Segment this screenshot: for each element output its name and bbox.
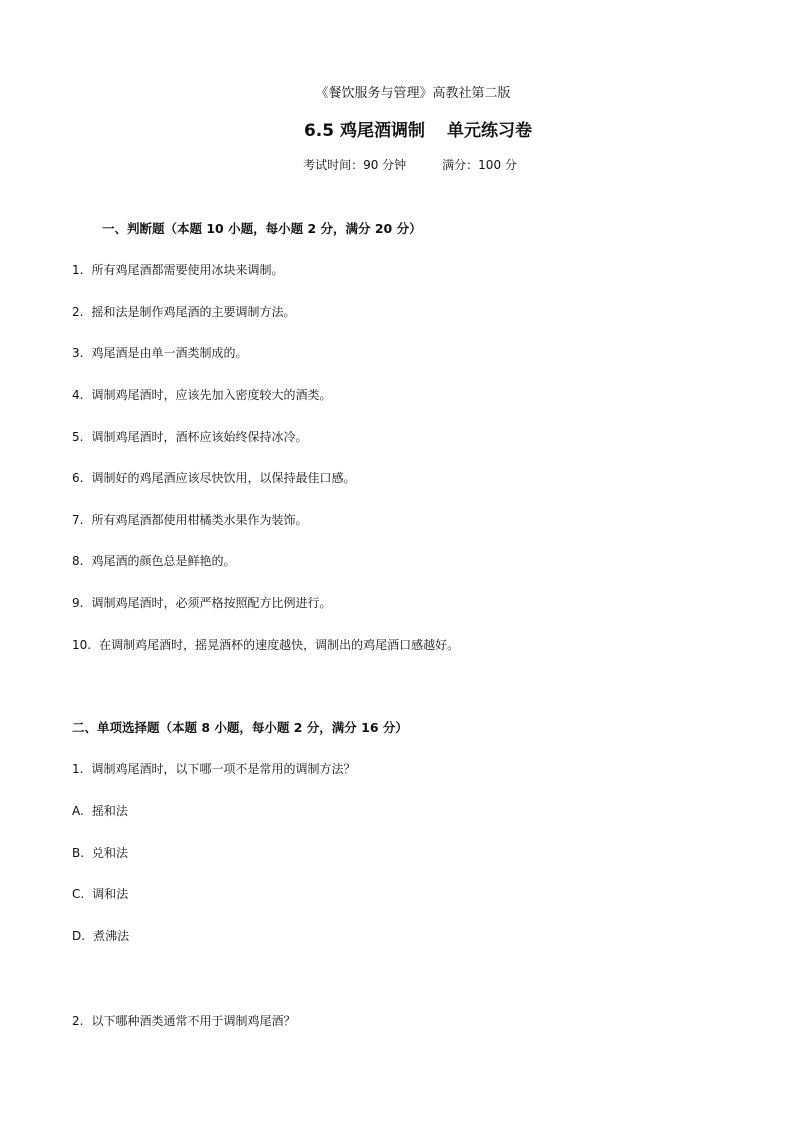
option-text: 兑和法	[92, 846, 129, 860]
tf-question-5	[72, 428, 307, 445]
tf-question-10	[72, 636, 459, 653]
question-text: 鸡尾酒的颜色总是鲜艳的。	[91, 554, 236, 568]
option-label: A.	[72, 804, 84, 818]
tf-question-2	[72, 303, 295, 320]
option-label: D.	[72, 929, 86, 943]
tf-question-1	[72, 261, 283, 278]
mc-question-1	[72, 760, 355, 777]
option-text: 摇和法	[91, 804, 128, 818]
section-2-heading: 二、单项选择题（本题 8 小题，每小题 2 分，满分 16 分）	[72, 720, 408, 735]
option-label: C.	[72, 887, 85, 901]
question-number: 6.	[72, 471, 84, 485]
mc-option-d	[72, 927, 129, 944]
question-text: 调制鸡尾酒时，必须严格按照配方比例进行。	[91, 596, 332, 610]
document-subtitle: 《餐饮服务与管理》高教社第二版	[315, 86, 511, 101]
tf-question-6	[72, 469, 355, 486]
exam-score: 满分：100 分	[442, 158, 517, 172]
document-title	[0, 116, 794, 141]
question-text: 调制鸡尾酒时，酒杯应该始终保持冰冷。	[91, 430, 308, 444]
mc-option-b	[72, 844, 128, 861]
tf-question-4	[72, 386, 331, 403]
question-number: 4.	[72, 388, 84, 402]
question-text: 以下哪种酒类通常不用于调制鸡尾酒？	[91, 1014, 296, 1028]
title-part-1: 6.5 鸡尾酒调制	[303, 121, 426, 141]
question-text: 鸡尾酒是由单一酒类制成的。	[91, 346, 248, 360]
section-1-heading: 一、判断题（本题 10 小题，每小题 2 分，满分 20 分）	[102, 221, 422, 236]
question-text: 调制鸡尾酒时，应该先加入密度较大的酒类。	[91, 388, 332, 402]
option-text: 煮沸法	[93, 929, 130, 943]
question-text: 调制好的鸡尾酒应该尽快饮用，以保持最佳口感。	[91, 471, 356, 485]
tf-question-9	[72, 594, 331, 611]
question-number: 1.	[72, 263, 84, 277]
tf-question-8	[72, 552, 235, 569]
question-text: 摇和法是制作鸡尾酒的主要调制方法。	[91, 305, 296, 319]
question-text: 所有鸡尾酒都需要使用冰块来调制。	[91, 263, 284, 277]
question-text: 调制鸡尾酒时，以下哪一项不是常用的调制方法？	[91, 762, 356, 776]
exam-time: 考试时间：90 分钟	[303, 158, 407, 172]
question-text: 所有鸡尾酒都使用柑橘类水果作为装饰。	[91, 513, 308, 527]
option-text: 调和法	[92, 887, 129, 901]
exam-meta	[0, 156, 794, 173]
mc-question-2	[72, 1012, 295, 1029]
question-number: 2.	[72, 1014, 84, 1028]
question-number: 2.	[72, 305, 84, 319]
question-number: 1.	[72, 762, 84, 776]
question-number: 10.	[72, 638, 92, 652]
tf-question-3	[72, 344, 247, 361]
question-number: 3.	[72, 346, 84, 360]
title-part-2: 单元练习卷	[447, 121, 533, 141]
question-number: 8.	[72, 554, 84, 568]
tf-question-7	[72, 511, 307, 528]
question-number: 7.	[72, 513, 84, 527]
question-number: 5.	[72, 430, 84, 444]
mc-option-c	[72, 885, 128, 902]
mc-option-a	[72, 802, 128, 819]
question-text: 在调制鸡尾酒时，摇晃酒杯的速度越快，调制出的鸡尾酒口感越好。	[99, 638, 460, 652]
option-label: B.	[72, 846, 85, 860]
question-number: 9.	[72, 596, 84, 610]
